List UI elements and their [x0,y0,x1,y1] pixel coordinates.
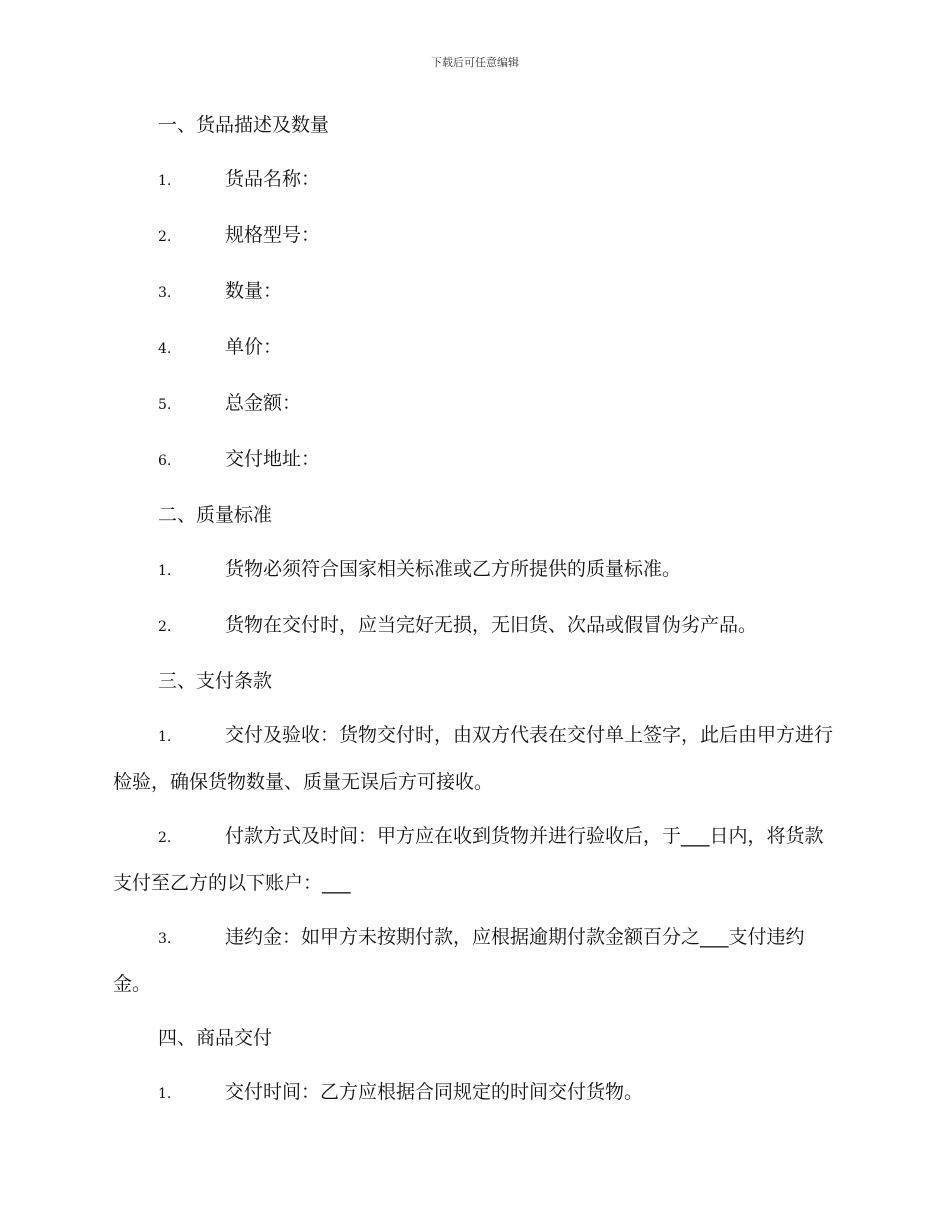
item-number: 2. [158,830,172,846]
item-number: 1. [158,729,172,745]
item-number: 1. [158,1086,172,1102]
section-heading: 一、货品描述及数量 [158,114,330,136]
list-item [113,612,833,641]
item-text: 货物在交付时，应当完好无损，无旧货、次品或假冒伪劣产品。 [225,614,758,636]
list-item [113,915,833,1007]
list-item [113,446,833,475]
item-text: 单价： [225,336,283,358]
list-item [113,713,833,805]
item-text: 付款方式及时间：甲方应在收到货物并进行验收后，于___日内，将货款支付至乙方的以下账户：___ [113,825,824,894]
list-item [113,814,833,906]
item-number: 4. [158,341,172,357]
list-item [113,278,833,307]
item-number: 1. [158,173,172,189]
item-text: 货品名称： [225,168,321,190]
header-note: 下载后可任意编辑 [431,56,519,69]
list-item [113,222,833,251]
item-number: 2. [158,619,172,635]
section-heading: 二、质量标准 [158,504,273,526]
section-heading: 四、商品交付 [158,1027,273,1049]
item-number: 6. [158,453,172,469]
item-number: 3. [158,931,172,947]
item-text: 交付地址： [225,448,321,470]
section-heading: 三、支付条款 [158,670,273,692]
item-text: 总金额： [225,392,302,414]
item-text: 交付时间：乙方应根据合同规定的时间交付货物。 [225,1081,644,1103]
item-text: 规格型号： [225,224,321,246]
item-number: 2. [158,229,172,245]
list-item [113,334,833,363]
list-item [113,166,833,195]
list-item [113,1079,833,1108]
list-item [113,390,833,419]
item-text: 违约金：如甲方未按期付款，应根据逾期付款金额百分之___支付违约金。 [113,926,805,995]
item-text: 货物必须符合国家相关标准或乙方所提供的质量标准。 [225,558,682,580]
item-number: 1. [158,563,172,579]
item-number: 3. [158,285,172,301]
document-body [113,112,833,1135]
list-item [113,556,833,585]
item-text: 数量： [225,280,283,302]
item-text: 交付及验收：货物交付时，由双方代表在交付单上签字，此后由甲方进行检验，确保货物数量、质量无误后方可接收。 [113,724,834,793]
item-number: 5. [158,397,172,413]
